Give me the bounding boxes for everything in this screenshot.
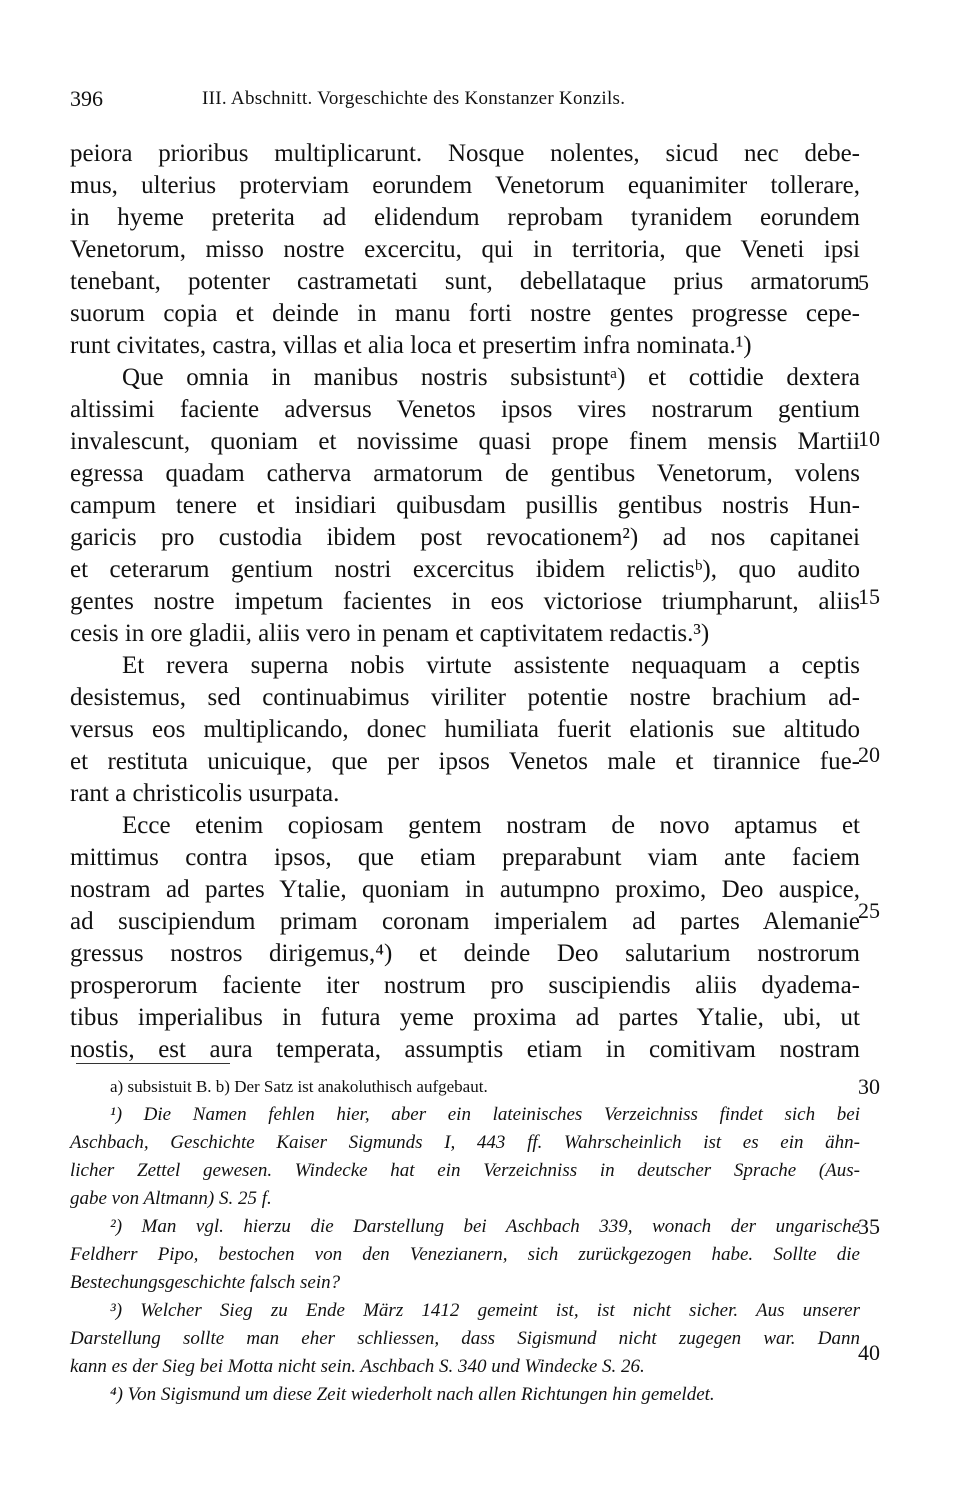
text-line: Ecce etenim copiosam gentem nostram de novo aptamus et [122, 812, 860, 839]
text-line: egressa quadam catherva armatorum de gentibus Venetorum, volens [70, 460, 860, 487]
footnote-line: ²) Man vgl. hierzu die Darstellung bei Aschbach 339, wonach der ungarische [110, 1216, 860, 1237]
text-line: cesis in ore gladii, aliis vero in penam et captivitatem redactis.³) [70, 620, 710, 647]
footnote-line: kann es der Sieg bei Motta nicht sein. Aschbach S. 340 und Windecke S. 26. [70, 1356, 645, 1377]
footnotes [70, 1073, 860, 1409]
footnote-line: Aschbach, Geschichte Kaiser Sigmunds I, 443 ff. Wahrscheinlich ist es ein ähn- [70, 1132, 860, 1153]
footnote-line: ¹) Die Namen fehlen hier, aber ein lateinisches Verzeichniss findet sich bei [110, 1104, 860, 1125]
text-line: versus eos multiplicando, donec humiliata fuerit elationis sue altitudo [70, 716, 860, 743]
text-line: runt civitates, castra, villas et alia loca et presertim infra nominata.¹) [70, 332, 752, 359]
text-line: peiora prioribus multiplicarunt. Nosque nolentes, sicud nec debe- [70, 140, 860, 167]
text-line: nostis, est aura temperata, assumptis etiam in comitivam nostram [70, 1036, 860, 1063]
line-number-margin: 35 [858, 1214, 880, 1239]
footnote-line: ⁴) Von Sigismund um diese Zeit wiederholt nach allen Richtungen hin gemeldet. [110, 1384, 715, 1405]
page-number: 396 [70, 86, 103, 111]
text-line: gentes nostre impetum facientes in eos victoriose triumpharunt, aliis [70, 588, 860, 615]
footnote-line: ³) Welcher Sieg zu Ende März 1412 gemeint ist, ist nicht sicher. Aus unserer [110, 1300, 860, 1321]
text-line: et ceterarum gentium nostri excercitus ibidem relictisᵇ), quo audito [70, 556, 860, 583]
line-number-margin: 25 [858, 898, 880, 923]
line-number-margin: 10 [858, 426, 880, 451]
text-line: tibus imperialibus in futura yeme proxima ad partes Ytalie, ubi, ut [70, 1004, 860, 1031]
text-line: desistemus, sed continuabimus viriliter potentie nostre brachium ad- [70, 684, 860, 711]
text-line: gressus nostros dirigemus,⁴) et deinde Deo salutarium nostrorum [70, 940, 860, 967]
footnote-line: a) subsistuit B. b) Der Satz ist anakoluthisch aufgebaut. [110, 1077, 488, 1096]
footnote-rule [76, 1063, 230, 1064]
text-line: mittimus contra ipsos, que etiam preparabunt viam ante faciem [70, 844, 860, 871]
line-number-margin: 30 [858, 1074, 880, 1099]
footnote-line: licher Zettel gewesen. Windecke hat ein Verzeichniss in deutscher Sprache (Aus- [70, 1160, 860, 1181]
footnote-line: Darstellung sollte man eher schliessen, dass Sigismund nicht zugegen war. Dann [70, 1328, 860, 1349]
text-line: garicis pro custodia ibidem post revocationem²) ad nos capitanei [70, 524, 860, 551]
text-line: Que omnia in manibus nostris subsistuntᵃ) et cottidie dextera [122, 364, 860, 391]
text-line: prosperorum faciente iter nostrum pro suscipiendis aliis dyadema- [70, 972, 860, 999]
line-number-margin: 20 [858, 742, 880, 767]
running-header [70, 86, 860, 116]
text-line: nostram ad partes Ytalie, quoniam in autumpno proximo, Deo auspice, [70, 876, 860, 903]
line-number-margin: 5 [858, 270, 869, 295]
text-line: mus, ulterius proterviam eorundem Venetorum equanimiter tollerare, [70, 172, 860, 199]
running-title: III. Abschnitt. Vorgeschichte des Konstanzer Konzils. [202, 88, 626, 109]
text-line: altissimi faciente adversus Venetos ipsos vires nostrarum gentium [70, 396, 860, 423]
text-line: suorum copia et deinde in manu forti nostre gentes progresse cepe- [70, 300, 860, 327]
footnote-line: Feldherr Pipo, bestochen von den Venezianern, sich zurückgezogen habe. Sollte die [70, 1244, 860, 1265]
footnote-line: gabe von Altmann) S. 25 f. [70, 1188, 272, 1209]
text-line: et restituta unicuique, que per ipsos Venetos male et tirannice fue- [70, 748, 860, 775]
main-text [70, 138, 860, 1066]
text-line: rant a christicolis usurpata. [70, 780, 340, 807]
text-line: campum tenere et insidiari quibusdam pusillis gentibus nostris Hun- [70, 492, 860, 519]
line-number-margin: 40 [858, 1340, 880, 1365]
footnote-line: Bestechungsgeschichte falsch sein? [70, 1272, 341, 1293]
line-number-margin: 15 [858, 584, 880, 609]
text-line: invalescunt, quoniam et novissime quasi prope finem mensis Martii [70, 428, 860, 455]
text-line: ad suscipiendum primam coronam imperialem ad partes Alemanie [70, 908, 860, 935]
text-line: in hyeme preterita ad elidendum reprobam tyranidem eorundem [70, 204, 860, 231]
text-line: Venetorum, misso nostre excercitu, qui in territoria, que Veneti ipsi [70, 236, 860, 263]
text-line: Et revera superna nobis virtute assistente nequaquam a ceptis [122, 652, 860, 679]
text-line: tenebant, potenter castrametati sunt, debellataque prius armatorum [70, 268, 860, 295]
